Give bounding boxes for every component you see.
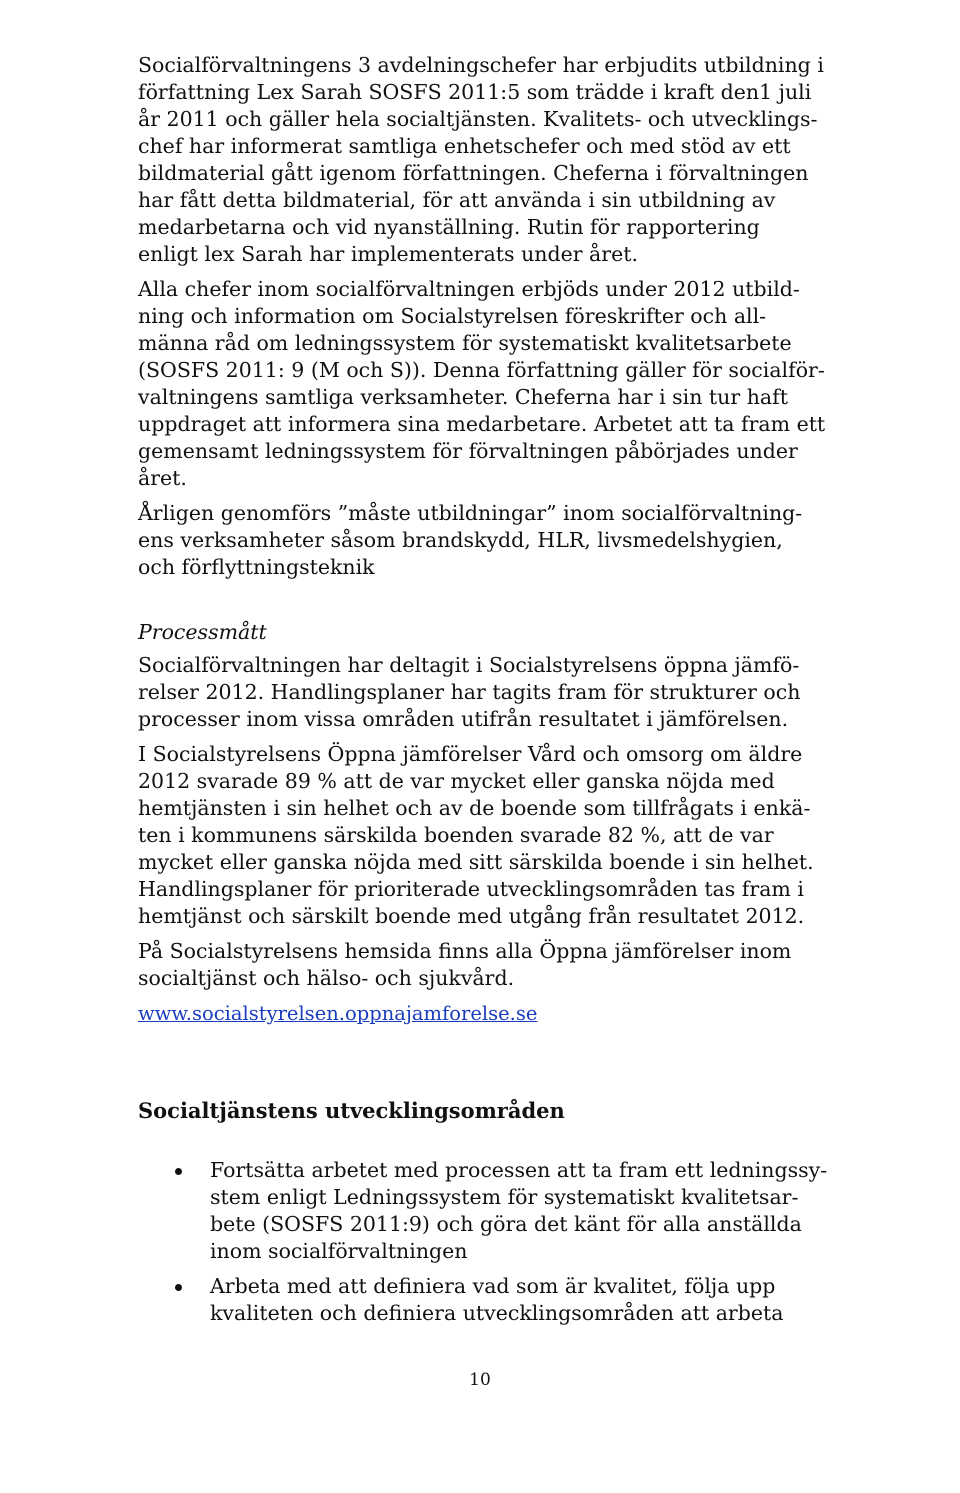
socialstyrelsen-link[interactable]: www.socialstyrelsen.oppnajamforelse.se	[138, 1002, 538, 1025]
text-line: år 2011 och gäller hela socialtjänsten. Kvalitets- och utvecklings-	[138, 107, 818, 131]
text-line: 2012 svarade 89 % att de var mycket eller ganska nöjda med	[138, 769, 775, 793]
text-line: Årligen genomförs ”måste utbildningar” inom socialförvaltning-	[138, 501, 803, 525]
text-line: stem enligt Ledningssystem för systematiskt kvalitetsar-	[210, 1185, 799, 1209]
text-line: hemtjänsten i sin helhet och av de boende som tillfrågats i enkä-	[138, 796, 811, 820]
text-line: Socialförvaltningen har deltagit i Socialstyrelsens öppna jämfö-	[138, 653, 800, 677]
paragraph-lex-sarah	[138, 52, 828, 268]
text-line: ten i kommunens särskilda boenden svarade 82 %, att de var	[138, 823, 774, 847]
text-line: Arbeta med att definiera vad som är kvalitet, följa upp	[210, 1274, 776, 1298]
text-line: Fortsätta arbetet med processen att ta fram ett ledningssy-	[210, 1158, 828, 1182]
text-line: har fått detta bildmaterial, för att använda i sin utbildning av	[138, 188, 776, 212]
paragraph-ledningssystem	[138, 276, 828, 492]
text-line: hemtjänst och särskilt boende med utgång från resultatet 2012.	[138, 904, 805, 928]
text-line: bete (SOSFS 2011:9) och göra det känt för alla anställda	[210, 1212, 802, 1236]
bullet-icon	[175, 1284, 182, 1291]
text-line: bildmaterial gått igenom författningen. Cheferna i förvaltningen	[138, 161, 809, 185]
text-line: gemensamt ledningssystem för förvaltningen påbörjades under	[138, 439, 798, 463]
subheading-processmatt: Processmått	[138, 620, 267, 644]
text-line: I Socialstyrelsens Öppna jämförelser Vård och omsorg om äldre	[138, 742, 803, 766]
paragraph-utbildningar	[138, 500, 828, 581]
paragraph-oppna-jamforelser	[138, 652, 828, 733]
text-line: Handlingsplaner för prioriterade utvecklingsområden tas fram i	[138, 877, 804, 901]
text-line: männa råd om ledningssystem för systematiskt kvalitetsarbete	[138, 331, 792, 355]
text-line: författning Lex Sarah SOSFS 2011:5 som trädde i kraft den1 juli	[138, 80, 812, 104]
text-line: valtningens samtliga verksamheter. Cheferna har i sin tur haft	[138, 385, 788, 409]
text-line: uppdraget att informera sina medarbetare. Arbetet att ta fram ett	[138, 412, 826, 436]
text-line: (SOSFS 2011: 9 (M och S)). Denna författning gäller för socialför-	[138, 358, 825, 382]
section-heading: Socialtjänstens utvecklingsområden	[138, 1098, 565, 1123]
text-line: året.	[138, 466, 187, 490]
page-number: 10	[469, 1370, 491, 1390]
text-line: relser 2012. Handlingsplaner har tagits fram för strukturer och	[138, 680, 801, 704]
paragraph-vard-omsorg	[138, 741, 828, 930]
page-body	[138, 52, 828, 1327]
text-line: inom socialförvaltningen	[210, 1239, 468, 1263]
text-line: mycket eller ganska nöjda med sitt särskilda boende i sin helhet.	[138, 850, 814, 874]
bullet-icon	[175, 1168, 182, 1175]
text-line: ning och information om Socialstyrelsen föreskrifter och all-	[138, 304, 767, 328]
text-line: kvaliteten och definiera utvecklingsområden att arbeta	[210, 1301, 784, 1325]
development-areas-list	[138, 1157, 828, 1327]
text-line: ens verksamheter såsom brandskydd, HLR, livsmedelshygien,	[138, 528, 783, 552]
text-line: processer inom vissa områden utifrån resultatet i jämförelsen.	[138, 707, 789, 731]
text-line: och förflyttningsteknik	[138, 555, 375, 579]
text-line: På Socialstyrelsens hemsida finns alla Öppna jämförelser inom	[138, 939, 792, 963]
text-line: socialtjänst och hälso- och sjukvård.	[138, 966, 515, 990]
text-line: chef har informerat samtliga enhetschefer och med stöd av ett	[138, 134, 791, 158]
list-item	[138, 1273, 828, 1327]
list-item	[138, 1157, 828, 1265]
text-line: Socialförvaltningens 3 avdelningschefer har erbjudits utbildning i	[138, 53, 824, 77]
text-line: medarbetarna och vid nyanställning. Rutin för rapportering	[138, 215, 760, 239]
paragraph-hemsida	[138, 938, 828, 992]
text-line: enligt lex Sarah har implementerats under året.	[138, 242, 638, 266]
text-line: Alla chefer inom socialförvaltningen erbjöds under 2012 utbild-	[138, 277, 800, 301]
